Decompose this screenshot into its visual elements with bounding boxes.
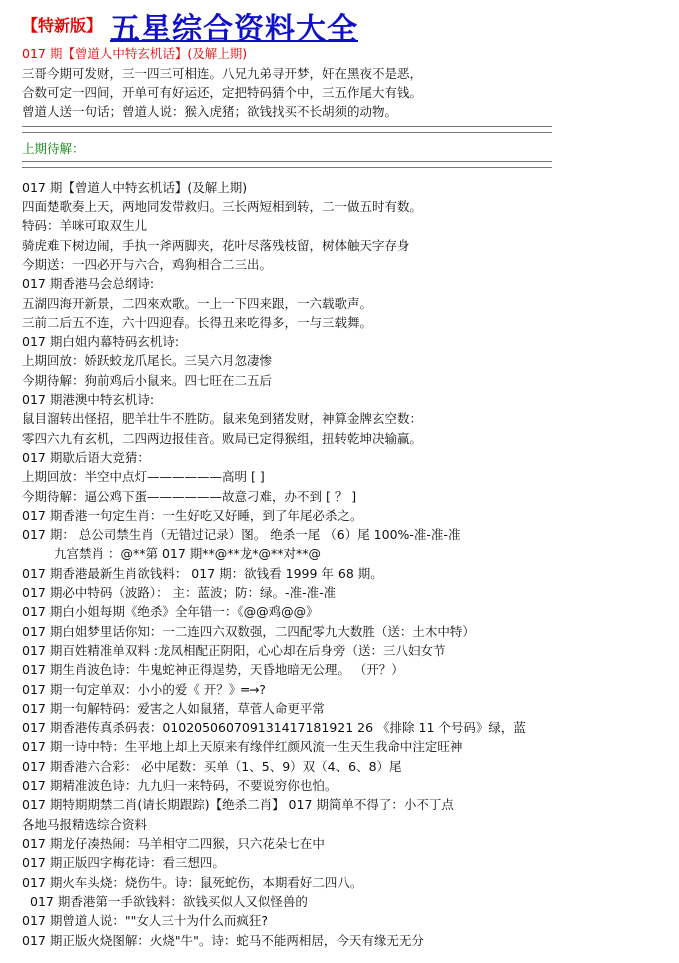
text-line: 九宫禁肖 ：@**第 017 期**@**龙*@**对**@	[54, 546, 322, 561]
text-line: 017 期港澳中特玄机诗:	[22, 392, 155, 407]
text-line: 017 期白姐内幕特码玄机诗:	[22, 334, 180, 349]
page-title: 五星综合资料大全	[110, 12, 359, 47]
text-line: 017 期香港传真杀码表：010205060709131417181921 26 《排除 11 个号码》绿，蓝	[22, 720, 526, 735]
verse-line: 曾道人送一句话；曾道人说：猴入虎猪；欲钱找买不长胡须的动物。	[22, 104, 398, 119]
edition-badge: 【特新版】	[22, 16, 103, 35]
text-line: 各地马报精选综合资料	[22, 817, 148, 832]
text-line: 017 期生肖波色诗：牛鬼蛇神正得逞势，天昏地暗无公理。 （开？）	[22, 662, 404, 677]
text-line: 017 期百姓精准单双料 :龙凤相配正阴阳，心心却在后身旁（送：三八妇女节	[22, 643, 446, 658]
text-line: 今期待解：逼公鸡下蛋——————故意刁难，办不到 [ ？ ]	[22, 489, 357, 504]
last-issue-heading: 上期待解：	[22, 141, 85, 156]
text-line: 017 期龙仔凑热闹：马羊相守二四猴，只六花朵七在中	[22, 836, 325, 851]
text-line: 017 期【曾道人中特玄机话】(及解上期)	[22, 180, 248, 195]
text-line: 017 期特期期禁二肖(请长期跟踪)【绝杀二肖】 017 期简单不得了：小不丁点	[22, 797, 454, 812]
text-line: 017 期一诗中特：生平地上却上天原来有缘伴红颜风流一生天生我命中注定旺神	[22, 739, 463, 754]
text-line: 017 期一句定单双：小小的爱《 开？》═→?	[22, 682, 266, 697]
verse-line: 三哥今期可发财，三一四三可相连。八兄九弟寻开梦，奸在黑夜不是恶，	[22, 66, 423, 81]
text-line: 017 期火车头烧：烧伤牛。诗：鼠死蛇伤，本期看好二四八。	[22, 875, 363, 890]
verse-line: 合数可定一四间，开单可有好运还，定把特码猜个中，三五作尾大有钱。	[22, 85, 423, 100]
text-line: 017 期歇后语大竞猜：	[22, 450, 150, 465]
text-line: 鼠目溜转出怪招，肥羊壮牛不胜防。鼠来兔到猪发财，神算金牌玄空数：	[22, 411, 423, 426]
text-line: 零四六九有玄机，二四两边报佳音。败局已定得猴组，扭转乾坤决输赢。	[22, 431, 423, 446]
text-line: 017 期白小姐每期《绝杀》全年错一：《@@鸡@@》	[22, 604, 319, 619]
text-line: 017 期精准波色诗：九九归一来特码，不要说穷你也怕。	[22, 778, 338, 793]
text-line: 017 期正版四字梅花诗：看三想四。	[22, 855, 225, 870]
double-rule-divider	[22, 126, 552, 133]
text-line: 017 期香港六合彩： 必中尾数：买单（1、5、9）双（4、6、8）尾	[22, 759, 402, 774]
text-line: 四面楚歌奏上天，两地同发带救归。三长两短相到转，二一做五时有数。	[22, 199, 423, 214]
section-title-zeng-daoren: 017 期【曾道人中特玄机话】(及解上期)	[22, 46, 248, 61]
text-line: 017 期一句解特码：爱害之人如鼠猪，草菅人命更平常	[22, 701, 325, 716]
text-line: 骑虎难下树边闹，手执一斧两脚夹，花叶尽落残枝留，树体触天字存身	[22, 238, 410, 253]
text-line: 今期待解：狗前鸡后小鼠来。四七旺在二五后	[22, 373, 273, 388]
text-line: 上期回放：半空中点灯——————高明 [ ]	[22, 469, 265, 484]
text-line: 017 期香港一句定生肖：一生好吃又好睡，到了年尾必杀之。	[22, 508, 363, 523]
text-line: 017 期必中特码（波路）： 主：蓝波；防：绿。-准-准-准	[22, 585, 337, 600]
text-line: 017 期正版火烧图解：火烧"牛"。诗：蛇马不能两相居，今天有缘无无分	[22, 933, 424, 948]
text-line: 五湖四海开新景，二四來欢歌。一上一下四来跟，一六载歌声。	[22, 296, 373, 311]
double-rule-divider	[22, 161, 552, 168]
text-line: 三前二后五不连，六十四迎春。长得丑来吃得多，一与三载舞。	[22, 315, 373, 330]
text-line: 017 期曾道人说：""女人三十为什么而疯狂?	[22, 913, 268, 928]
text-line: 017 期香港第一手欲钱料：欲钱买似人又似怪兽的	[30, 894, 308, 909]
text-line: 017 期： 总公司禁生肖（无错过记录）图。 绝杀一尾 （6）尾 100%-准-准-准	[22, 527, 461, 542]
text-line: 今期送：一四必开与六合，鸡狗相合二三出。	[22, 257, 273, 272]
text-line: 017 期香港最新生肖欲钱料： 017 期：欲钱看 1999 年 68 期。	[22, 566, 383, 581]
text-line: 特码：羊咪可取双生儿	[22, 218, 148, 233]
text-line: 017 期白姐梦里话你知：一二连四六双数强，二四配零九大数胜（送：土木中特）	[22, 624, 475, 639]
text-line: 017 期香港马会总纲诗:	[22, 276, 155, 291]
text-line: 上期回放：娇跃蛟龙爪尾长。三吴六月忽凄惨	[22, 353, 273, 368]
header	[22, 4, 359, 47]
